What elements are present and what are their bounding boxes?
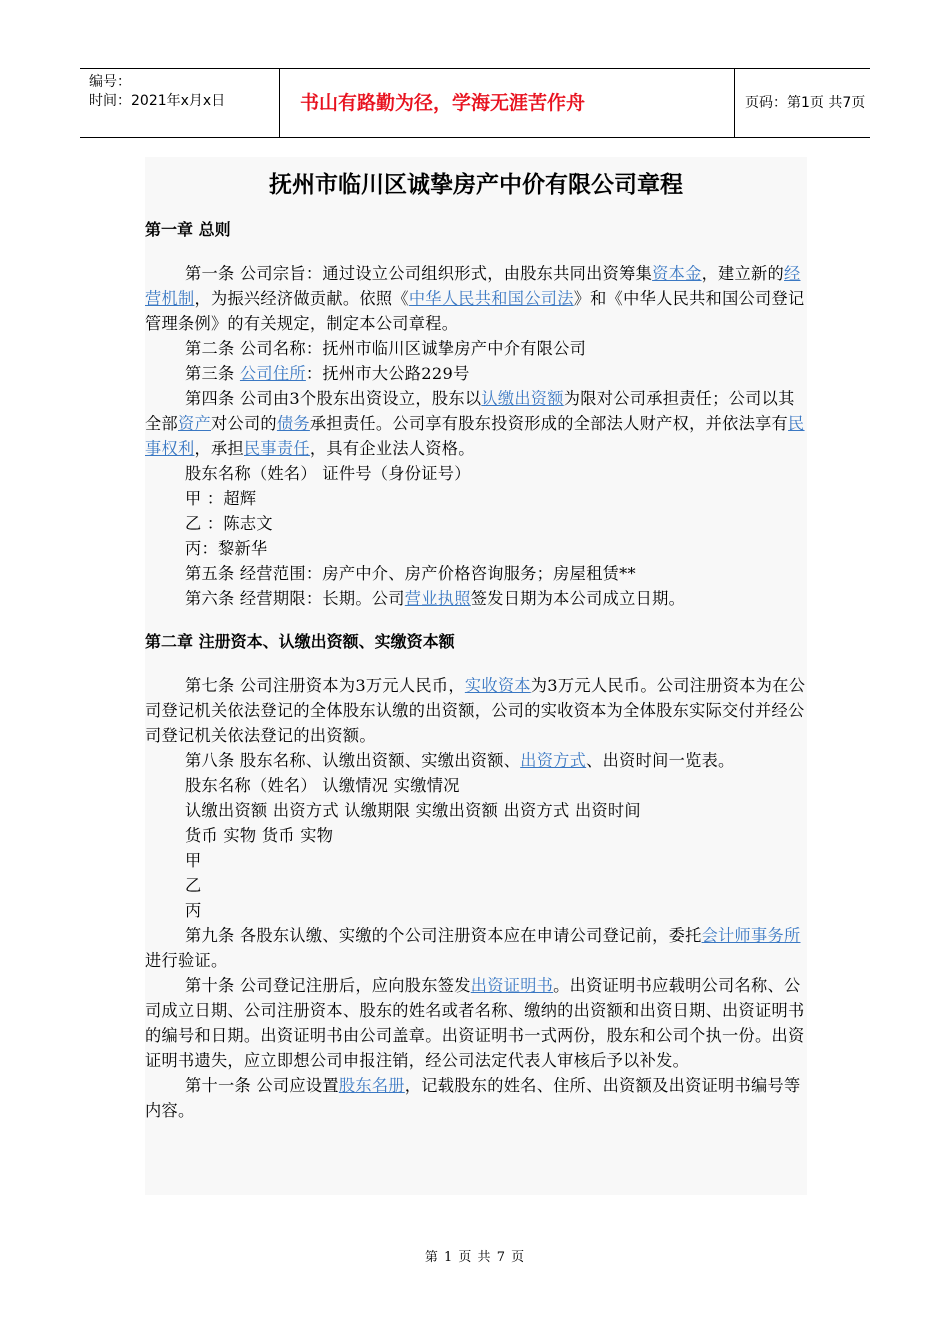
link-capital-certificate[interactable]: 出资证明书 <box>470 976 554 995</box>
link-assets[interactable]: 资产 <box>177 414 211 433</box>
article-5: 第五条 经营范围：房产中介、房产价格咨询服务；房屋租赁** <box>185 564 636 583</box>
article-7: 第七条 公司注册资本为3万元人民币，实收资本为3万元人民币。公司注册资本为在公司登记机关依法登记的全体股东认缴的出资额，公司的实收资本为全体股东实际交付并经公司登记机关依法登记的出资额。 <box>145 676 806 745</box>
header-page-info: 页码：第1页 共7页 <box>745 95 866 111</box>
article-2: 第二条 公司名称：抚州市临川区诚挚房产中介有限公司 <box>185 339 587 358</box>
link-civil-rights[interactable]: 民事权利 <box>145 414 805 458</box>
article-6: 第六条 经营期限：长期。公司营业执照签发日期为本公司成立日期。 <box>185 589 686 608</box>
chapter-2-heading: 第二章 注册资本、认缴出资额、实缴资本额 <box>145 632 455 651</box>
shareholder-header: 股东名称（姓名） 证件号（身份证号） <box>185 464 471 483</box>
article-9: 第九条 各股东认缴、实缴的个公司注册资本应在申请公司登记前，委托会计师事务所进行验证。 <box>145 926 801 970</box>
link-subscribed-capital[interactable]: 认缴出资额 <box>481 389 564 408</box>
link-company-address[interactable]: 公司住所 <box>239 364 306 383</box>
article-4: 第四条 公司由3个股东出资设立，股东以认缴出资额为限对公司承担责任；公司以其全部资产对公司的债务承担责任。公司享有股东投资形成的全部法人财产权，并依法享有民事权利，承担民事责任，具有企业法人资格。 <box>145 389 805 458</box>
header-table <box>80 68 870 138</box>
link-civil-liability[interactable]: 民事责任 <box>243 439 310 458</box>
header-meta-cell <box>80 69 280 137</box>
contribution-table-row: 乙 <box>185 876 202 895</box>
header-motto: 书山有路勤为径，学海无涯苦作舟 <box>281 69 735 137</box>
link-business-license[interactable]: 营业执照 <box>404 589 471 608</box>
link-shareholder-register[interactable]: 股东名册 <box>338 1076 405 1095</box>
link-capital[interactable]: 资本金 <box>652 264 702 283</box>
chapter-1-heading: 第一章 总则 <box>145 220 231 239</box>
article-3: 第三条 公司住所：抚州市大公路229号 <box>185 364 470 383</box>
shareholder-c: 丙：黎新华 <box>185 539 268 558</box>
document-body <box>145 162 807 1123</box>
contribution-table-row: 丙 <box>185 901 202 920</box>
contribution-table-row: 货币 实物 货币 实物 <box>185 826 334 845</box>
link-accounting-firm[interactable]: 会计师事务所 <box>701 926 801 945</box>
link-debt[interactable]: 债务 <box>276 414 310 433</box>
number-label: 编号： <box>89 74 131 90</box>
article-10: 第十条 公司登记注册后，应向股东签发出资证明书。出资证明书应载明公司名称、公司成立日期、公司注册资本、股东的姓名或者名称、缴纳的出资额和出资日期、出资证明书的编号和日期。出资证明书由公司盖章。出资证明书一式两份，股东和公司个执一份。出资证明书遗失，应立即想公司申报注销，经公司法定代表人审核后予以补发。 <box>145 976 805 1070</box>
article-8: 第八条 股东名称、认缴出资额、实缴出资额、出资方式、出资时间一览表。 <box>185 751 735 770</box>
link-mechanism[interactable]: 经营机制 <box>145 264 801 308</box>
article-11: 第十一条 公司应设置股东名册，记载股东的姓名、住所、出资额及出资证明书编号等内容。 <box>145 1076 801 1120</box>
contribution-table-row: 股东名称（姓名） 认缴情况 实缴情况 <box>185 776 460 795</box>
contribution-table-row: 认缴出资额 出资方式 认缴期限 实缴出资额 出资方式 出资时间 <box>185 801 641 820</box>
link-company-law[interactable]: 中华人民共和国公司法 <box>408 289 574 308</box>
time-label: 时间：2021年x月x日 <box>89 93 226 109</box>
link-paid-in-capital[interactable]: 实收资本 <box>464 676 531 695</box>
document-title: 抚州市临川区诚挚房产中价有限公司章程 <box>269 172 683 198</box>
page-footer: 第 1 页 共 7 页 <box>424 1250 526 1265</box>
article-1: 第一条 公司宗旨：通过设立公司组织形式，由股东共同出资筹集资本金，建立新的经营机制，为振兴经济做贡献。依照《中华人民共和国公司法》和《中华人民共和国公司登记管理条例》的有关规定，制定本公司章程。 <box>145 264 805 333</box>
contribution-table-row: 甲 <box>185 851 202 870</box>
shareholder-a: 甲 ：超辉 <box>185 489 257 508</box>
link-contribution-method[interactable]: 出资方式 <box>520 751 587 770</box>
shareholder-b: 乙 ：陈志文 <box>185 514 273 533</box>
